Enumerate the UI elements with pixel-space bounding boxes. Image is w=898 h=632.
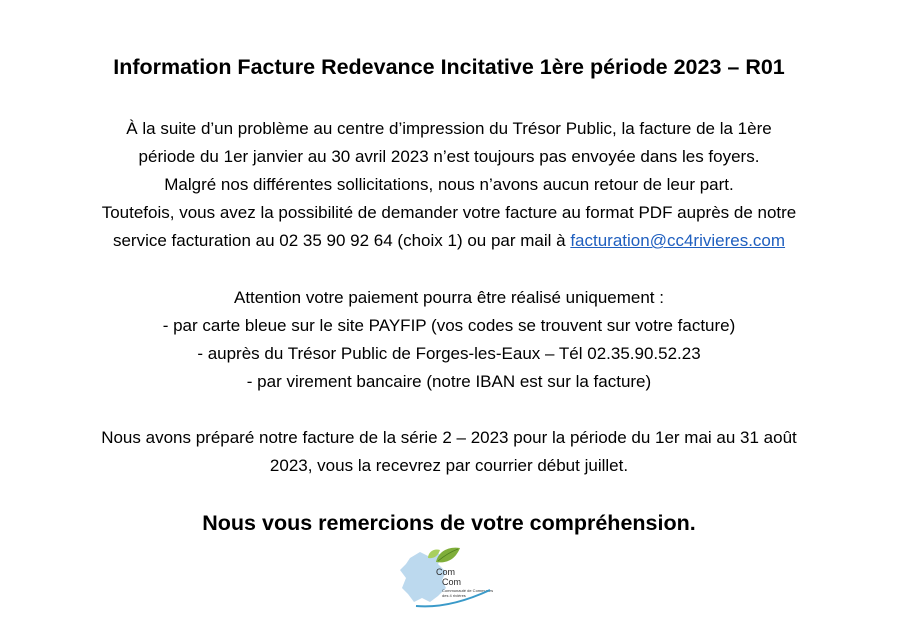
contact-text: service facturation au 02 35 90 92 64 (choix 1) ou par mail à [112, 231, 571, 250]
intro-line-contact [0, 227, 898, 255]
payment-section [0, 284, 898, 396]
next-bill-paragraph [0, 424, 898, 480]
intro-line: Malgré nos différentes sollicitations, nous n’avons aucun retour de leur part. [164, 175, 734, 194]
payment-heading: Attention votre paiement pourra être réalisé uniquement : [234, 288, 664, 307]
logo-tagline: Communauté de Communes [442, 588, 494, 593]
next-bill-line: 2023, vous la recevrez par courrier début juillet. [269, 456, 629, 475]
payment-option: - par virement bancaire (notre IBAN est sur la facture) [246, 372, 652, 391]
intro-line: À la suite d’un problème au centre d’impression du Trésor Public, la facture de la 1ère [126, 119, 772, 138]
next-bill-line: Nous avons préparé notre facture de la série 2 – 2023 pour la période du 1er mai au 31 août [101, 428, 797, 447]
email-link[interactable]: facturation@cc4rivieres.com [570, 231, 786, 250]
document-title: Information Facture Redevance Incitative 1ère période 2023 – R01 [113, 55, 785, 79]
intro-line: période du 1er janvier au 30 avril 2023 n’est toujours pas envoyée dans les foyers. [138, 147, 760, 166]
payment-option: - par carte bleue sur le site PAYFIP (vos codes se trouvent sur votre facture) [162, 316, 736, 335]
thanks-message: Nous vous remercions de votre compréhension. [202, 511, 696, 535]
logo-text-com: Com [436, 567, 456, 577]
logo-text-com-2: Com [442, 577, 462, 587]
com-com-logo [398, 544, 498, 610]
logo-tagline-2: des 4 rivières [442, 593, 466, 598]
intro-line: Toutefois, vous avez la possibilité de demander votre facture au format PDF auprès de notre [101, 203, 797, 222]
payment-option: - auprès du Trésor Public de Forges-les-Eaux – Tél 02.35.90.52.23 [197, 344, 701, 363]
intro-paragraph [0, 115, 898, 255]
